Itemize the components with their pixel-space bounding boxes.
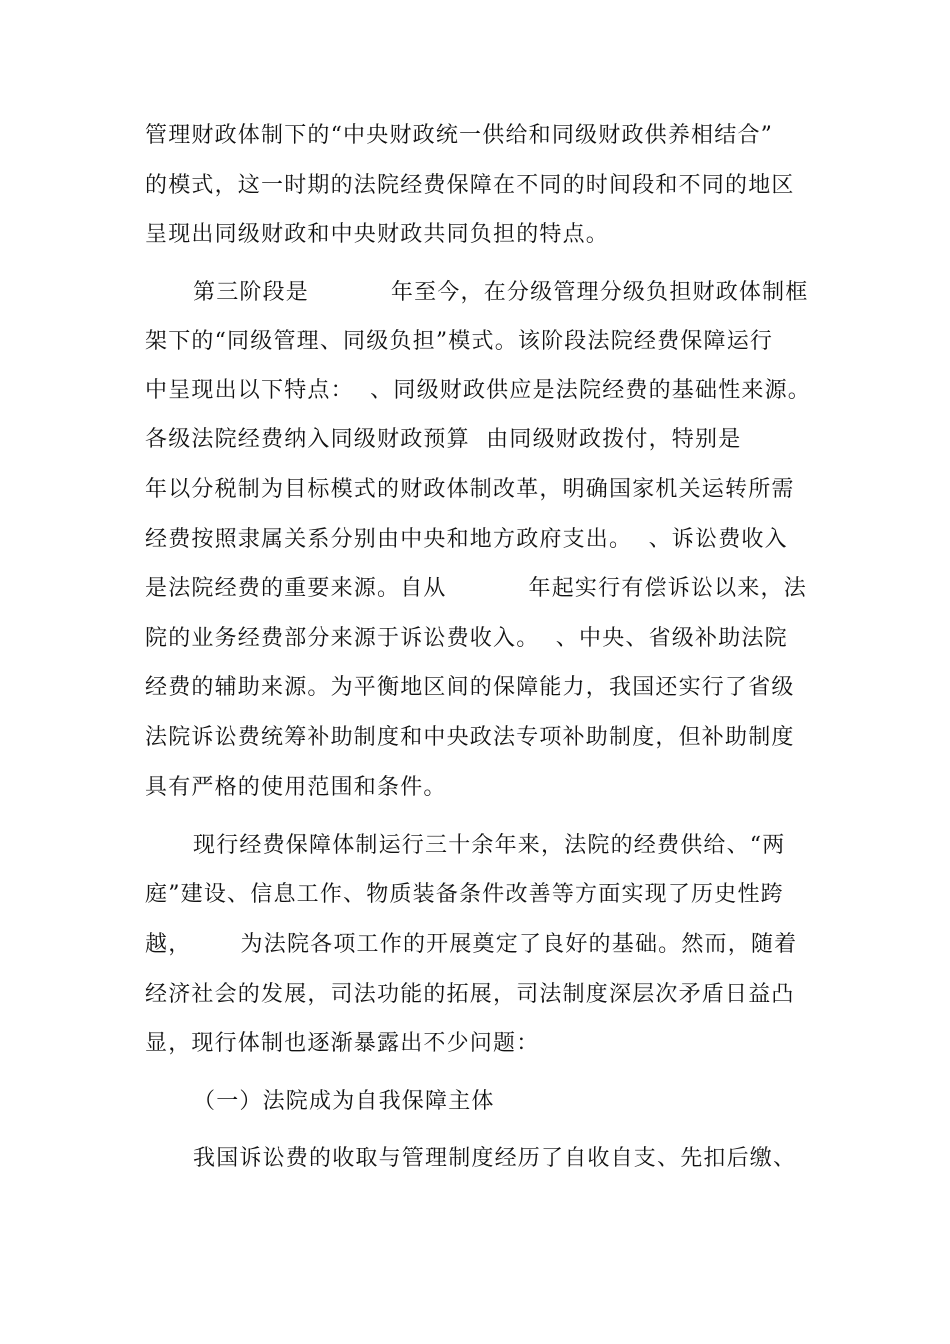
text-line: 架下的“同级管理、同级负担”模式。该阶段法院经费保障运行 [145,329,774,354]
text-line: 显，现行体制也逐渐暴露出不少问题： [145,1031,540,1056]
text-line: 中呈现出以下特点： 、同级财政供应是法院经费的基础性来源。 [145,378,811,403]
text-line: 呈现出同级财政和中央财政共同负担的特点。 [145,222,610,247]
text-line: 法院诉讼费统筹补助制度和中央政法专项补助制度，但补助制度 [145,725,795,750]
text-line: 具有严格的使用范围和条件。 [145,775,447,800]
section-heading: （一）法院成为自我保障主体 [193,1089,495,1114]
text-line: 院的业务经费部分来源于诉讼费收入。 、中央、省级补助法院 [145,626,788,651]
text-line: 年以分税制为目标模式的财政体制改革，明确国家机关运转所需 [145,477,795,502]
text-line: 经费的辅助来源。为平衡地区间的保障能力，我国还实行了省级 [145,675,795,700]
text-line: 各级法院经费纳入同级财政预算 由同级财政拨付，特别是 [145,427,742,452]
text-line: 经费按照隶属关系分别由中央和地方政府支出。 、诉讼费收入 [145,527,788,552]
text-line: 庭”建设、信息工作、物质装备条件改善等方面实现了历史性跨 [145,882,784,907]
paragraph-start-line: 现行经费保障体制运行三十余年来，法院的经费供给、“两 [193,833,786,858]
text-line: 管理财政体制下的“中央财政统一供给和同级财政供养相结合” [145,123,774,148]
paragraph-start-line: 第三阶段是 年至今，在分级管理分级负担财政体制框 [193,280,809,305]
text-line: 是法院经费的重要来源。自从 年起实行有偿诉讼以来，法 [145,576,807,601]
paragraph-start-line: 我国诉讼费的收取与管理制度经历了自收自支、先扣后缴、 [193,1146,797,1171]
text-line: 经济社会的发展，司法功能的拓展，司法制度深层次矛盾日益凸 [145,982,795,1007]
text-line: 的模式，这一时期的法院经费保障在不同的时间段和不同的地区 [145,173,795,198]
text-line: 越， 为法院各项工作的开展奠定了良好的基础。然而，随着 [145,932,798,957]
